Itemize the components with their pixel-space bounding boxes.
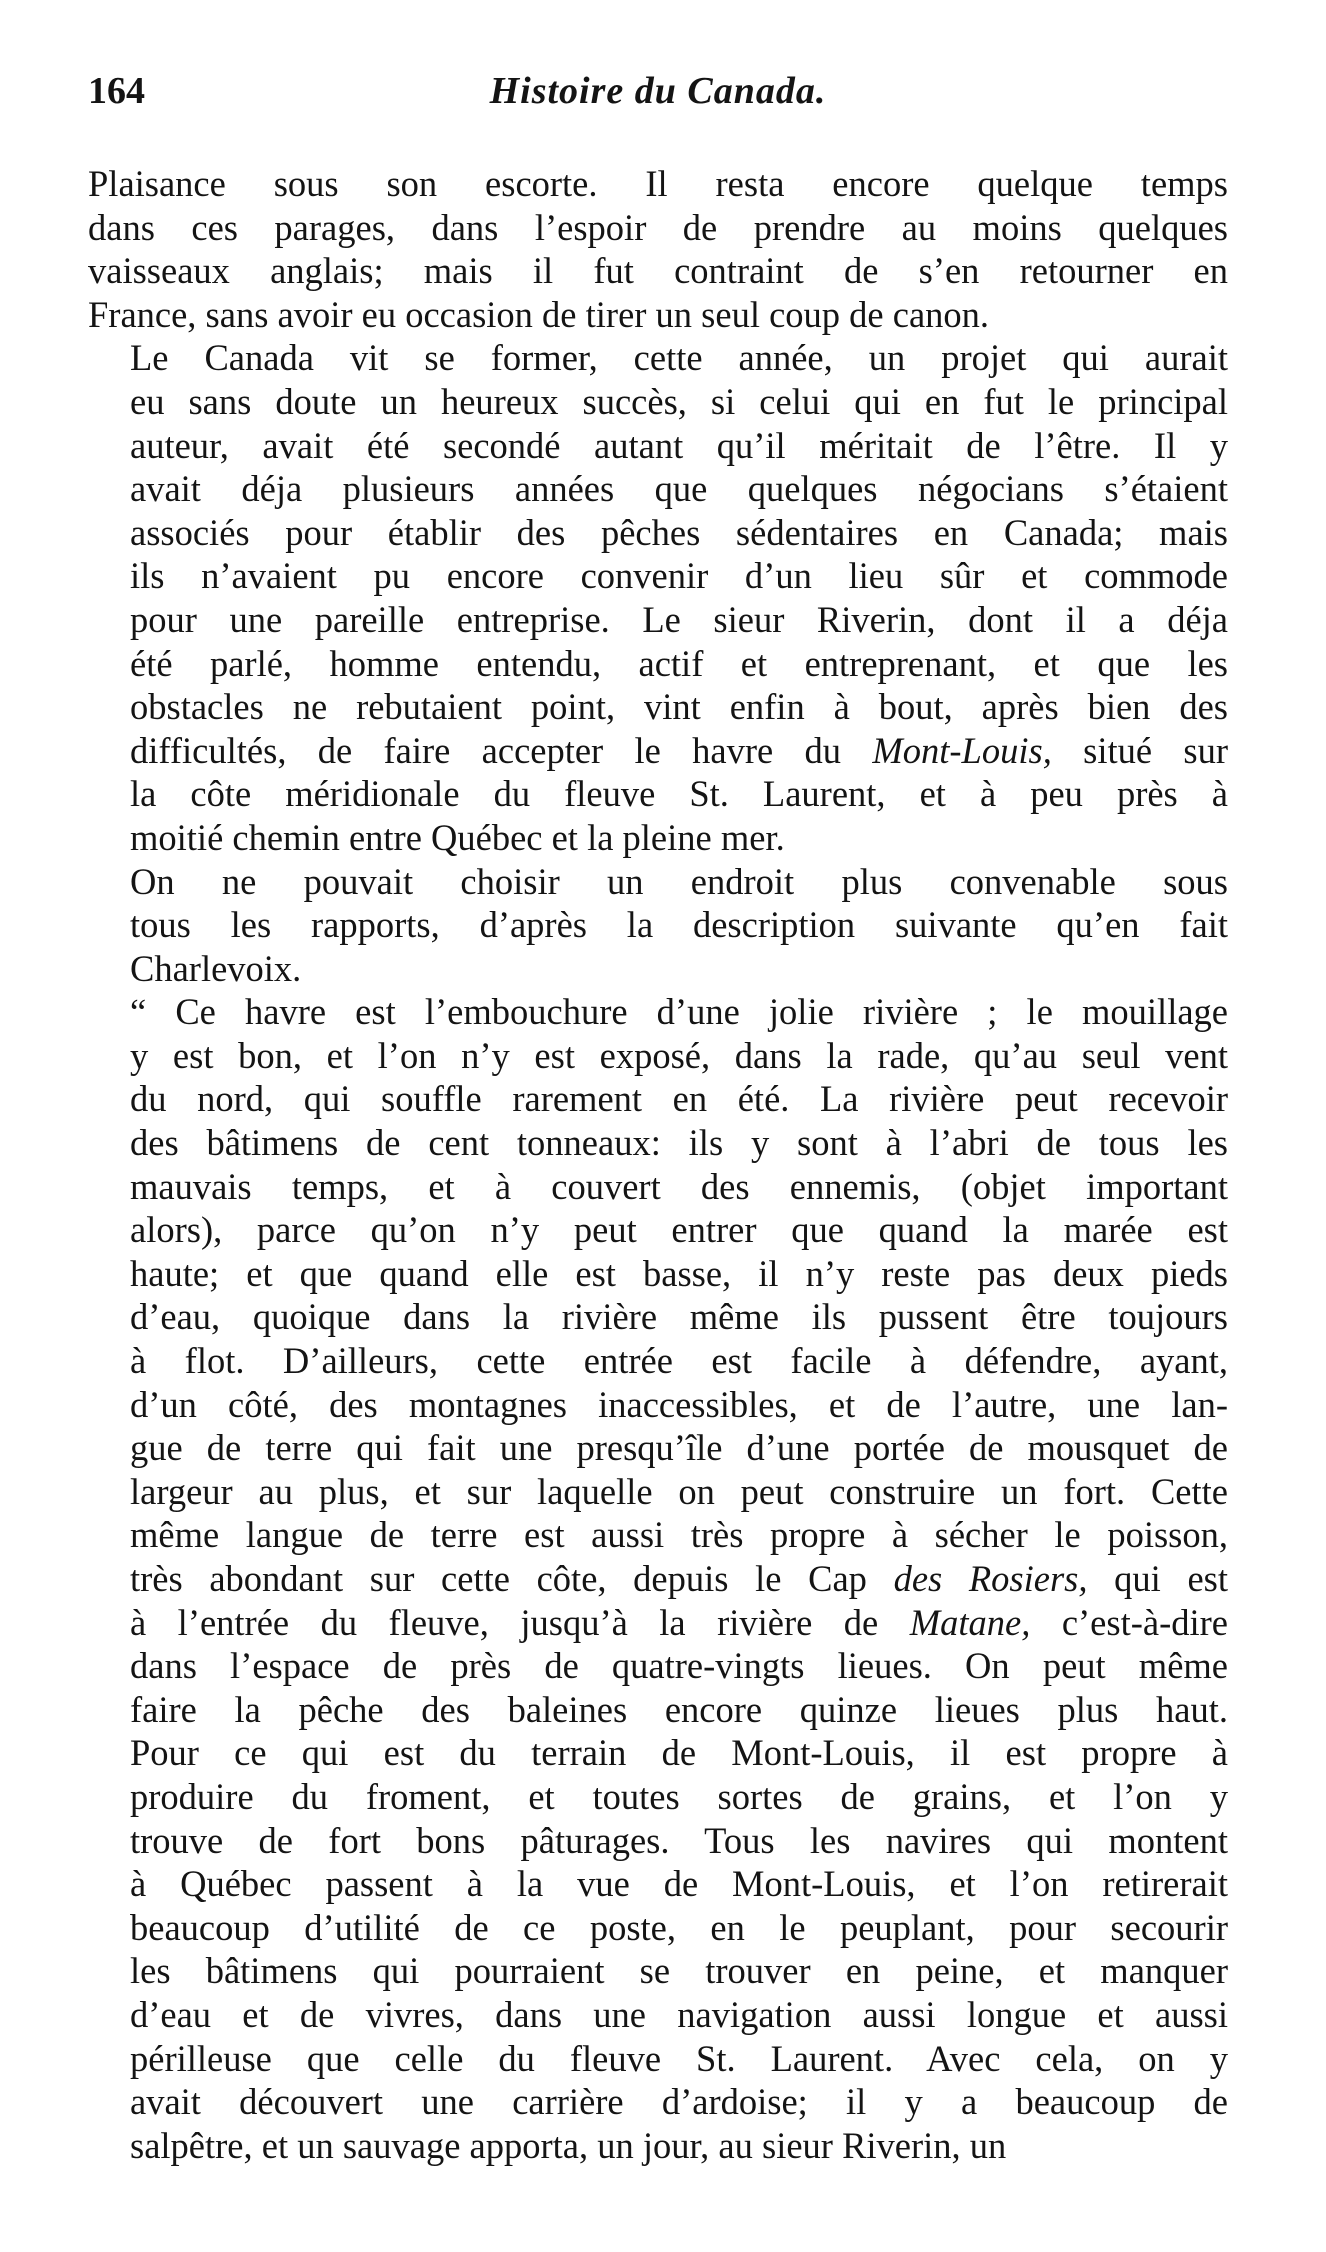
text-run: trouve de fort bons pâturages. Tous les navires qui montent: [130, 1819, 1228, 1861]
text-line: [88, 1426, 1228, 1470]
text-line: [88, 1775, 1228, 1819]
text-line: [88, 424, 1228, 468]
text-run: y est bon, et l’on n’y est exposé, dans la rade, qu’au seul vent: [130, 1034, 1228, 1076]
text-line: [88, 1949, 1228, 1993]
body-text: [88, 162, 1228, 2167]
text-line: [88, 2080, 1228, 2124]
text-run: les bâtimens qui pourraient se trouver en peine, et manquer: [130, 1950, 1228, 1992]
text-run: avait déja plusieurs années que quelques négocians s’étaient: [130, 468, 1228, 510]
text-line: [88, 1819, 1228, 1863]
text-run: dans l’espace de près de quatre-vingts lieues. On peut même: [130, 1645, 1228, 1687]
text-run: “ Ce havre est l’embouchure d’une jolie rivière ; le mouillage: [130, 991, 1228, 1033]
text-run: largeur au plus, et sur laquelle on peut construire un fort. Cette: [130, 1470, 1228, 1512]
text-run: On ne pouvait choisir un endroit plus convenable sous: [130, 860, 1228, 902]
text-run: mauvais temps, et à couvert des ennemis, (objet important: [130, 1165, 1228, 1207]
text-line: [88, 249, 1228, 293]
text-line: [88, 903, 1228, 947]
text-run: d’eau, quoique dans la rivière même ils pussent être toujours: [130, 1296, 1228, 1338]
text-run: eu sans doute un heureux succès, si celui qui en fut le principal: [130, 380, 1228, 422]
text-line: [88, 685, 1228, 729]
running-title: Histoire du Canada.: [489, 70, 827, 112]
text-run: du nord, qui souffle rarement en été. La rivière peut recevoir: [130, 1078, 1228, 1120]
text-run: la côte méridionale du fleuve St. Laurent, et à peu près à: [130, 773, 1228, 815]
text-run: obstacles ne rebutaient point, vint enfin à bout, après bien des: [130, 686, 1228, 728]
text-run: salpêtre, et un sauvage apporta, un jour, au sieur Riverin, un: [130, 2124, 1007, 2166]
text-line: [88, 1513, 1228, 1557]
paragraph: [88, 336, 1228, 859]
text-run: auteur, avait été secondé autant qu’il méritait de l’être. Il y: [130, 424, 1228, 466]
text-line: [88, 1208, 1228, 1252]
text-run: à Québec passent à la vue de Mont-Louis, et l’on retirerait: [130, 1863, 1228, 1905]
text-line: [88, 1034, 1228, 1078]
text-run: des bâtimens de cent tonneaux: ils y sont à l’abri de tous les: [130, 1122, 1228, 1164]
text-run: même langue de terre est aussi très propre à sécher le poisson,: [130, 1514, 1228, 1556]
text-run: qui est: [1087, 1558, 1228, 1599]
text-run: produire du froment, et toutes sortes de grains, et l’on y: [130, 1775, 1228, 1817]
page-number: 164: [88, 70, 145, 112]
text-run: difficultés, de faire accepter le havre du: [130, 729, 873, 771]
text-line: [88, 1339, 1228, 1383]
text-run: d’un côté, des montagnes inaccessibles, et de l’autre, une lan-: [130, 1383, 1228, 1425]
text-line: [88, 1862, 1228, 1906]
paragraph: [88, 860, 1228, 991]
text-run: Charlevoix.: [130, 947, 302, 989]
text-line: [88, 1252, 1228, 1296]
text-run: vaisseaux anglais; mais il fut contraint de s’en retourner en: [88, 250, 1228, 292]
text-run: à l’entrée du fleuve, jusqu’à la rivière de: [130, 1601, 910, 1643]
text-run: France, sans avoir eu occasion de tirer un seul coup de canon.: [88, 293, 990, 335]
text-line: [88, 1121, 1228, 1165]
text-line: [88, 860, 1228, 904]
italic-text: Mont-Louis,: [872, 729, 1052, 771]
italic-text: Matane,: [909, 1601, 1031, 1643]
text-run: ils n’avaient pu encore convenir d’un lieu sûr et commode: [130, 555, 1228, 597]
text-line: [88, 467, 1228, 511]
text-line: [88, 729, 1228, 773]
italic-text: des Rosiers,: [893, 1558, 1088, 1599]
text-line: [88, 1644, 1228, 1688]
text-line: [88, 2037, 1228, 2081]
text-run: faire la pêche des baleines encore quinze lieues plus haut.: [130, 1688, 1228, 1730]
text-line: [88, 1557, 1228, 1601]
paragraph: [88, 162, 1228, 336]
text-run: d’eau et de vivres, dans une navigation aussi longue et aussi: [130, 1993, 1228, 2035]
text-line: [88, 816, 1228, 860]
text-run: gue de terre qui fait une presqu’île d’une portée de mousquet de: [130, 1427, 1228, 1469]
text-line: [88, 1731, 1228, 1775]
text-run: pour une pareille entreprise. Le sieur Riverin, dont il a déja: [130, 598, 1228, 640]
text-run: associés pour établir des pêches sédentaires en Canada; mais: [130, 511, 1228, 553]
text-run: à flot. D’ailleurs, cette entrée est facile à défendre, ayant,: [130, 1340, 1228, 1382]
text-run: périlleuse que celle du fleuve St. Laurent. Avec cela, on y: [130, 2037, 1228, 2079]
text-run: beaucoup d’utilité de ce poste, en le peuplant, pour secourir: [130, 1906, 1228, 1948]
text-run: moitié chemin entre Québec et la pleine mer.: [130, 816, 785, 858]
text-line: [88, 1383, 1228, 1427]
text-line: [88, 1993, 1228, 2037]
text-run: avait découvert une carrière d’ardoise; il y a beaucoup de: [130, 2081, 1228, 2123]
text-line: [88, 990, 1228, 1034]
text-line: [88, 162, 1228, 206]
text-line: [88, 206, 1228, 250]
book-page: [88, 62, 1228, 2222]
text-run: haute; et que quand elle est basse, il n’y reste pas deux pieds: [130, 1252, 1228, 1294]
text-line: [88, 1601, 1228, 1645]
text-run: Le Canada vit se former, cette année, un projet qui aurait: [130, 337, 1228, 379]
text-line: [88, 380, 1228, 424]
text-line: [88, 554, 1228, 598]
text-line: [88, 642, 1228, 686]
text-run: tous les rapports, d’après la description suivante qu’en fait: [130, 904, 1228, 946]
text-line: [88, 293, 1228, 337]
text-run: Plaisance sous son escorte. Il resta encore quelque temps: [88, 163, 1228, 204]
text-line: [88, 1077, 1228, 1121]
text-line: [88, 1470, 1228, 1514]
text-run: situé sur: [1051, 729, 1228, 771]
text-run: c’est-à-dire: [1030, 1601, 1228, 1643]
text-run: alors), parce qu’on n’y peut entrer que quand la marée est: [130, 1209, 1228, 1251]
text-line: [88, 1688, 1228, 1732]
text-run: été parlé, homme entendu, actif et entreprenant, et que les: [130, 642, 1228, 684]
text-line: [88, 1295, 1228, 1339]
text-line: [88, 336, 1228, 380]
text-line: [88, 511, 1228, 555]
text-line: [88, 1165, 1228, 1209]
running-head: [88, 62, 1228, 120]
text-line: [88, 772, 1228, 816]
text-run: Pour ce qui est du terrain de Mont-Louis, il est propre à: [130, 1732, 1228, 1774]
text-run: très abondant sur cette côte, depuis le Cap: [130, 1558, 894, 1599]
text-line: [88, 1906, 1228, 1950]
text-line: [88, 598, 1228, 642]
text-line: [88, 947, 1228, 991]
text-run: dans ces parages, dans l’espoir de prendre au moins quelques: [88, 206, 1228, 248]
paragraph: [88, 990, 1228, 2167]
text-line: [88, 2124, 1228, 2168]
